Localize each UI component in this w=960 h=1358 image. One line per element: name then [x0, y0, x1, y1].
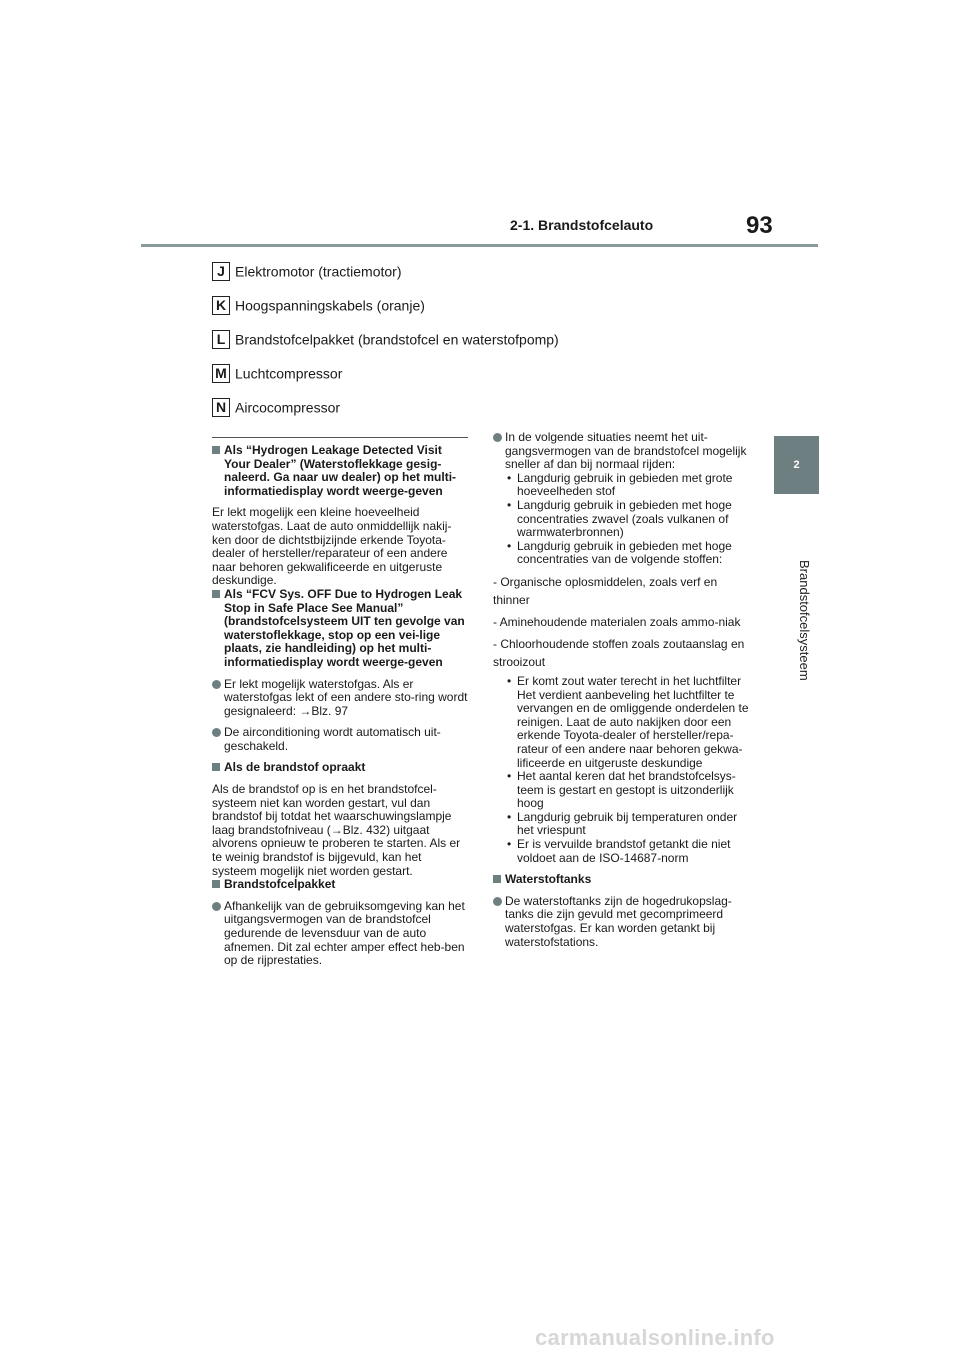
legend-label: Brandstofcelpakket (brandstofcel en waterstofpomp) — [235, 331, 559, 348]
bullet-dot-icon: • — [507, 470, 512, 485]
list-item — [505, 499, 749, 540]
section-heading — [212, 444, 468, 498]
left-column — [212, 444, 468, 976]
bullet-text: In de volgende situaties neemt het uit-gangsvermogen van de brandstofcel mogelijk sneller af dan bij normaal rijden: — [505, 430, 747, 472]
heading-text: Brandstofcelpakket — [224, 877, 336, 892]
list-item-text: Langdurig gebruik in gebieden met hoge concentraties van de volgende stoffen: — [517, 538, 732, 567]
column-divider-rule — [212, 437, 468, 438]
round-bullet-icon — [212, 728, 221, 737]
paragraph: Als de brandstof op is en het brandstofcel-systeem niet kan worden gestart, vul dan brandstof bij totdat het waarschuwingslampje laag brandstofniveau (→Blz. 432) uitgaat alvorens opnieuw te proberen te starten. Als er te weinig brandstof is bijgevuld, kan het systeem mogelijk niet worden gestart. — [212, 782, 461, 878]
chapter-tab: 2 — [774, 436, 819, 494]
heading-text: Als de brandstof opraakt — [224, 760, 366, 775]
legend-item — [212, 398, 340, 418]
chapter-side-label: Brandstofcelsysteem — [797, 560, 812, 681]
square-bullet-icon — [212, 590, 220, 598]
legend-key: N — [212, 398, 230, 417]
right-column — [493, 431, 749, 957]
round-bullet-icon — [212, 902, 221, 911]
substance-line: - Organische oplosmiddelen, zoals verf en thinner — [493, 574, 718, 607]
round-bullet-icon — [493, 433, 502, 442]
list-item-text: Er komt zout water terecht in het luchtfilter Het verdient aanbeveling het luchtfilter te vervangen en de omliggende onderdelen te reinigen. Laat de auto nakijken door een erkende Toyota-dealer of hersteller/repa-rateur of een andere naar behoren gekwa-lificeerde en uitgeruste deskundige — [517, 673, 749, 770]
bullet-text: Er lekt mogelijk waterstofgas. Als er waterstofgas lekt of een andere sto-ring wordt gesignaleerd: →Blz. 97 — [224, 676, 468, 718]
legend-label: Hoogspanningskabels (oranje) — [235, 297, 425, 314]
bullet-dot-icon: • — [507, 837, 512, 852]
square-bullet-icon — [212, 880, 220, 888]
list-item — [505, 838, 749, 865]
heading-text: Waterstoftanks — [505, 872, 592, 887]
substance-line: - Chloorhoudende stoffen zoals zoutaanslag en strooizout — [493, 636, 745, 669]
situation-list — [493, 675, 749, 865]
list-item — [505, 675, 749, 770]
header-rule — [141, 244, 818, 247]
bullet-item — [212, 726, 468, 753]
bullet-item — [212, 678, 468, 719]
list-item — [505, 770, 749, 811]
bullet-item — [493, 895, 749, 949]
bullet-dot-icon: • — [507, 497, 512, 512]
round-bullet-icon — [493, 897, 502, 906]
substance-line: - Aminehoudende materialen zoals ammo-niak — [493, 614, 741, 629]
situation-list — [493, 472, 749, 567]
legend-key: J — [212, 262, 230, 281]
list-item-text: Langdurig gebruik in gebieden met hoge concentraties zwavel (zoals vulkanen of warmwaterbronnen) — [517, 497, 732, 540]
list-item-text: Er is vervuilde brandstof getankt die niet voldoet aan de ISO-14687-norm — [517, 837, 731, 865]
legend-item — [212, 296, 425, 316]
heading-text: Als “Hydrogen Leakage Detected Visit Your Dealer” (Waterstoflekkage gesig-naleerd. Ga naar uw dealer) op het multi-informatiedisplay wordt weerge-geven — [224, 443, 457, 498]
bullet-item — [212, 900, 468, 968]
bullet-text: Afhankelijk van de gebruiksomgeving kan het uitgangsvermogen van de brandstofcel gedurende de levensduur van de auto afnemen. Dit zal echter amper effect heb-ben op de rijprestaties. — [224, 898, 465, 968]
section-heading — [212, 588, 468, 670]
square-bullet-icon — [212, 763, 220, 771]
bullet-dot-icon: • — [507, 769, 512, 784]
square-bullet-icon — [493, 875, 501, 883]
site-watermark: carmanualsonline.info — [535, 1325, 775, 1350]
list-item — [505, 540, 749, 567]
bullet-dot-icon: • — [507, 538, 512, 553]
bullet-item — [493, 431, 749, 472]
page-number: 93 — [746, 212, 773, 239]
list-item-text: Langdurig gebruik in gebieden met grote hoeveelheden stof — [517, 470, 733, 499]
legend-key: M — [212, 364, 230, 383]
section-header: 2-1. Brandstofcelauto — [510, 217, 654, 233]
bullet-text: De airconditioning wordt automatisch uit-geschakeld. — [224, 725, 441, 753]
list-item-text: Langdurig gebruik bij temperaturen onder het vriespunt — [517, 809, 738, 838]
heading-text: Als “FCV Sys. OFF Due to Hydrogen Leak Stop in Safe Place See Manual” (brandstofcelsysteem UIT ten gevolge van waterstoflekkage, stop op een vei-lige plaats, zie handleiding) op het multi-informatiedisplay wordt weerge-geven — [224, 586, 465, 669]
legend-item — [212, 262, 401, 282]
section-heading — [493, 873, 749, 887]
legend-item — [212, 364, 342, 384]
paragraph: Er lekt mogelijk een kleine hoeveelheid waterstofgas. Laat de auto onmiddellijk nakij-ken door de dichtstbijzijnde erkende Toyota-dealer of hersteller/reparateur of een andere naar behoren gekwalificeerde en uitgeruste deskundige. — [212, 505, 452, 588]
bullet-text: De waterstoftanks zijn de hogedrukopslag-tanks die zijn gevuld met gecomprimeerd waterstofgas. Er kan worden getankt bij waterstofstations. — [505, 893, 732, 949]
square-bullet-icon — [212, 446, 220, 454]
legend-label: Aircocompressor — [235, 399, 341, 416]
legend-label: Luchtcompressor — [235, 365, 343, 382]
list-item — [505, 472, 749, 499]
legend-key: K — [212, 296, 230, 315]
section-heading — [212, 878, 468, 892]
round-bullet-icon — [212, 680, 221, 689]
bullet-dot-icon: • — [507, 809, 512, 824]
legend-key: L — [212, 330, 230, 349]
legend-label: Elektromotor (tractiemotor) — [235, 263, 402, 280]
bullet-dot-icon: • — [507, 673, 512, 688]
list-item-text: Het aantal keren dat het brandstofcelsys-teem is gestart en gestopt is uitzonderlijk hoog — [517, 769, 736, 811]
list-item — [505, 811, 749, 838]
section-heading — [212, 761, 468, 775]
legend-item — [212, 330, 559, 350]
